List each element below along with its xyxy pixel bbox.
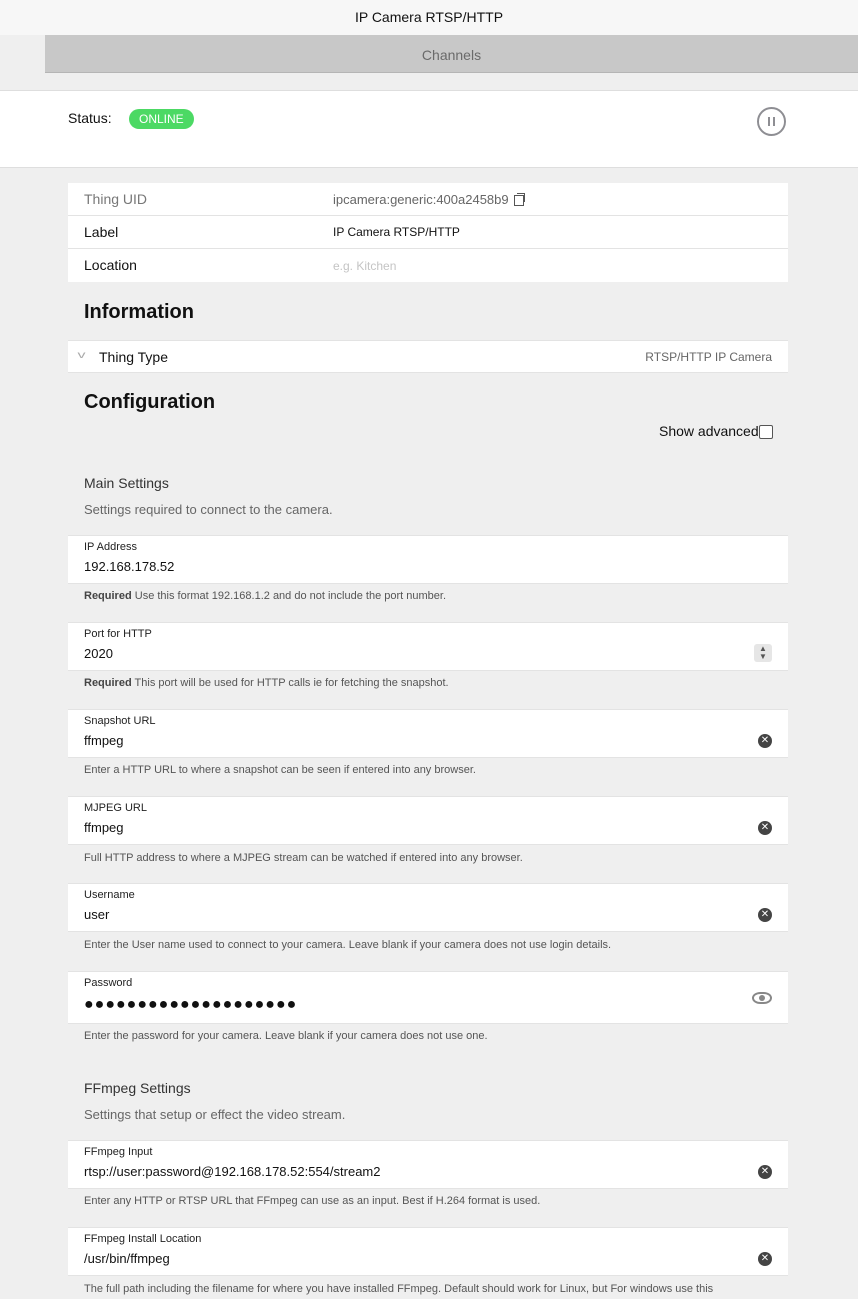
ffmpeg-input-label: FFmpeg Input — [84, 1146, 153, 1158]
required-tag: Required — [84, 590, 132, 602]
password-field[interactable] — [68, 971, 788, 1024]
port-hint — [84, 677, 449, 689]
snapshot-url-input[interactable]: ffmpeg — [84, 733, 124, 748]
clear-icon[interactable]: ✕ — [758, 1252, 772, 1266]
copy-icon[interactable] — [514, 195, 524, 206]
thing-uid-label: Thing UID — [84, 191, 148, 207]
location-row[interactable] — [68, 249, 788, 282]
pause-icon[interactable] — [757, 107, 786, 136]
clear-icon[interactable]: ✕ — [758, 1165, 772, 1179]
ffmpeg-input-hint: Enter any HTTP or RTSP URL that FFmpeg can use as an input. Best if H.264 format is used. — [84, 1195, 541, 1207]
information-title: Information — [84, 301, 194, 323]
password-label: Password — [84, 977, 133, 989]
ffmpeg-location-label: FFmpeg Install Location — [84, 1233, 202, 1245]
ffmpeg-location-field[interactable] — [68, 1227, 788, 1276]
configuration-title: Configuration — [84, 391, 216, 413]
port-label: Port for HTTP — [84, 628, 152, 640]
ffmpeg-location-hint: The full path including the filename for where you have installed FFmpeg. Default should work for Linux, but For windows use this — [84, 1283, 714, 1295]
label-input[interactable]: IP Camera RTSP/HTTP — [333, 225, 460, 239]
mjpeg-url-input[interactable]: ffmpeg — [84, 820, 124, 835]
snapshot-url-label: Snapshot URL — [84, 715, 156, 727]
show-advanced-label: Show advanced — [659, 423, 759, 439]
required-tag: Required — [84, 677, 132, 689]
eye-icon[interactable] — [752, 992, 772, 1004]
label-label: Label — [84, 224, 119, 240]
ip-address-input[interactable]: 192.168.178.52 — [84, 559, 175, 574]
thing-type-row[interactable] — [68, 340, 788, 373]
main-settings-title: Main Settings — [84, 475, 169, 491]
ffmpeg-location-input[interactable]: /usr/bin/ffmpeg — [84, 1251, 170, 1266]
mjpeg-url-field[interactable] — [68, 796, 788, 845]
show-advanced-checkbox[interactable] — [759, 425, 773, 439]
clear-icon[interactable]: ✕ — [758, 908, 772, 922]
thing-type-value: RTSP/HTTP IP Camera — [645, 350, 772, 364]
thing-uid-row — [68, 183, 788, 216]
ffmpeg-settings-desc: Settings that setup or effect the video stream. — [84, 1107, 346, 1122]
thing-uid-value — [333, 192, 524, 207]
clear-icon[interactable]: ✕ — [758, 734, 772, 748]
port-hint-text: This port will be used for HTTP calls ie for fetching the snapshot. — [134, 677, 449, 689]
tab-channels-label: Channels — [421, 47, 482, 63]
port-field[interactable] — [68, 622, 788, 671]
ip-address-field[interactable] — [68, 535, 788, 584]
navbar — [0, 0, 858, 35]
ffmpeg-input-field[interactable] — [68, 1140, 788, 1189]
status-badge: ONLINE — [129, 109, 194, 129]
thing-type-label: Thing Type — [99, 349, 169, 365]
port-input[interactable]: 2020 — [84, 646, 113, 661]
status-label: Status: — [68, 110, 112, 126]
ip-address-hint-text: Use this format 192.168.1.2 and do not include the port number. — [134, 590, 447, 602]
chevron-down-icon: v — [77, 350, 86, 361]
stepper-icon[interactable]: ▲ ▼ — [754, 644, 772, 662]
username-input[interactable]: user — [84, 907, 110, 922]
snapshot-url-hint: Enter a HTTP URL to where a snapshot can be seen if entered into any browser. — [84, 764, 476, 776]
thing-card — [68, 183, 788, 282]
location-input[interactable]: e.g. Kitchen — [333, 259, 397, 273]
ip-address-label: IP Address — [84, 541, 137, 553]
main-settings-desc: Settings required to connect to the camera. — [84, 502, 333, 517]
status-bar — [0, 90, 858, 168]
ffmpeg-settings-title: FFmpeg Settings — [84, 1080, 191, 1096]
ip-address-hint — [84, 590, 446, 602]
password-hint: Enter the password for your camera. Leave blank if your camera does not use one. — [84, 1030, 488, 1042]
username-field[interactable] — [68, 883, 788, 932]
snapshot-url-field[interactable] — [68, 709, 788, 758]
username-hint: Enter the User name used to connect to your camera. Leave blank if your camera does not use login details. — [84, 939, 612, 951]
username-label: Username — [84, 889, 135, 901]
location-label: Location — [84, 257, 137, 273]
mjpeg-url-hint: Full HTTP address to where a MJPEG stream can be watched if entered into any browser. — [84, 852, 523, 864]
tab-channels[interactable] — [45, 35, 858, 73]
password-input[interactable]: ●●●●●●●●●●●●●●●●●●●● — [84, 996, 298, 1013]
label-row[interactable] — [68, 216, 788, 249]
mjpeg-url-label: MJPEG URL — [84, 802, 147, 814]
clear-icon[interactable]: ✕ — [758, 821, 772, 835]
page-title: IP Camera RTSP/HTTP — [354, 9, 504, 25]
ffmpeg-input-input[interactable]: rtsp://user:password@192.168.178.52:554/stream2 — [84, 1164, 381, 1179]
thing-uid-text: ipcamera:generic:400a2458b9 — [333, 192, 509, 207]
